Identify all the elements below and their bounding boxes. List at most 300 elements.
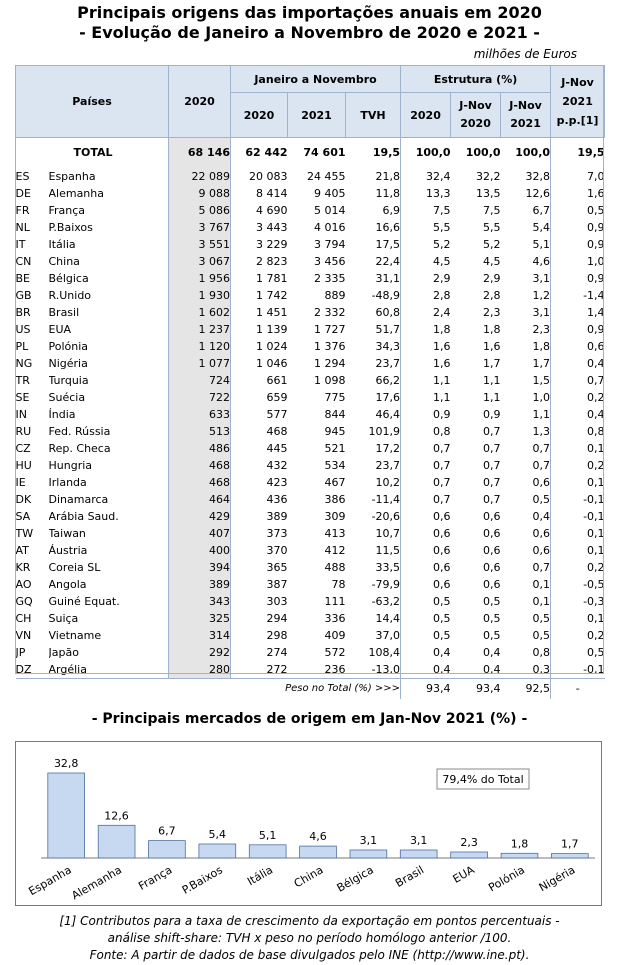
- cell-jn2020: 3 229: [231, 236, 288, 253]
- cell-ej21: 1,5: [532, 374, 551, 387]
- table-row: [16, 219, 605, 236]
- cell-v2020: 486: [169, 440, 231, 457]
- units-label: milhões de Euros: [473, 47, 577, 61]
- cell-jn2021: 521: [324, 442, 346, 455]
- cell-e2020: 0,9: [401, 406, 451, 423]
- cell-ej21: 5,1: [532, 238, 551, 251]
- chart-bar: [501, 853, 538, 858]
- chart-category-label: Nigéria: [536, 863, 578, 895]
- cell-jn2020: 432: [231, 457, 288, 474]
- peso-ej21: 92,5: [525, 682, 551, 695]
- cell-code: BR: [15, 306, 31, 319]
- cell-v2020: 343: [169, 593, 231, 610]
- cell-jn2021: 412: [324, 544, 346, 557]
- cell-jn2021: 2 332: [314, 306, 346, 319]
- cell-pp: 0,1: [551, 474, 605, 491]
- cell-ej21: 2,3: [532, 323, 551, 336]
- table-row: [16, 440, 605, 457]
- header-est-jnov2021: J-Nov 2021: [501, 93, 551, 138]
- chart-data-label: 4,6: [309, 830, 327, 844]
- cell-ej20: 5,2: [483, 238, 501, 251]
- cell-ej20: 0,7: [483, 493, 501, 506]
- cell-jn2021: 24 455: [307, 170, 346, 183]
- cell-tvh: 11,8: [375, 187, 401, 200]
- table-row: [16, 253, 605, 270]
- peso-row: [16, 679, 605, 700]
- cell-e2020: 0,6: [401, 542, 451, 559]
- cell-tvh: 11,5: [375, 544, 401, 557]
- cell-code: PL: [15, 340, 29, 353]
- cell-code: US: [15, 323, 31, 336]
- header-tvh: TVH: [346, 93, 401, 138]
- cell-ej20: 1,8: [483, 323, 501, 336]
- cell-name: Irlanda: [48, 476, 87, 489]
- cell-name: Índia: [48, 408, 76, 421]
- cell-ej20: 0,7: [483, 442, 501, 455]
- cell-pp: -0,1: [551, 491, 605, 508]
- cell-jn2021: 2 335: [314, 272, 346, 285]
- table-row: [16, 644, 605, 661]
- cell-ej20: 0,9: [483, 408, 501, 421]
- cell-jn2021: 413: [324, 527, 346, 540]
- cell-ej20: 0,6: [483, 561, 501, 574]
- cell-pp: 0,8: [551, 423, 605, 440]
- cell-tvh: 23,7: [375, 357, 401, 370]
- total-ej20: 100,0: [465, 146, 501, 159]
- cell-jn2021: 9 405: [314, 187, 346, 200]
- total-code: [16, 138, 49, 169]
- cell-ej21: 3,1: [532, 272, 551, 285]
- cell-e2020: 0,8: [401, 423, 451, 440]
- chart-annotation: [437, 769, 529, 789]
- cell-code: GB: [15, 289, 32, 302]
- table-row: [16, 491, 605, 508]
- cell-e2020: 1,6: [401, 355, 451, 372]
- cell-jn2020: 389: [231, 508, 288, 525]
- cell-ej21: 1,8: [532, 340, 551, 353]
- cell-ej21: 5,4: [532, 221, 551, 234]
- total-tvh: 19,5: [372, 146, 401, 159]
- cell-pp: 0,6: [551, 338, 605, 355]
- cell-jn2021: 5 014: [314, 204, 346, 217]
- cell-jn2021: 467: [324, 476, 346, 489]
- header-paises: Países: [16, 66, 169, 138]
- cell-jn2020: 577: [231, 406, 288, 423]
- cell-code: CN: [15, 255, 32, 268]
- cell-jn2021: 1 294: [314, 357, 346, 370]
- chart-title: - Principais mercados de origem em Jan-Nov 2021 (%) -: [91, 711, 528, 727]
- cell-code: FR: [15, 204, 30, 217]
- chart-bar: [48, 773, 85, 858]
- footnote-2: análise shift-share: TVH x peso no período homólogo anterior /100.: [107, 931, 512, 945]
- cell-jn2020: 423: [231, 474, 288, 491]
- cell-pp: 0,9: [551, 270, 605, 287]
- cell-jn2020: 20 083: [231, 168, 288, 185]
- cell-jn2020: 2 823: [231, 253, 288, 270]
- cell-v2020: 1 120: [169, 338, 231, 355]
- cell-tvh: -11,4: [371, 493, 401, 506]
- cell-pp: 1,0: [551, 253, 605, 270]
- cell-ej21: 0,5: [532, 493, 551, 506]
- cell-ej20: 1,1: [483, 391, 501, 404]
- header-est2020: 2020: [401, 93, 451, 138]
- total-e2020: 100,0: [401, 138, 451, 169]
- cell-ej21: 6,7: [532, 204, 551, 217]
- cell-ej20: 2,8: [483, 289, 501, 302]
- total-label: TOTAL: [73, 146, 113, 159]
- chart-data-label: 1,7: [561, 837, 579, 851]
- chart-category-label: Espanha: [26, 863, 74, 899]
- table-row: [16, 627, 605, 644]
- cell-tvh: 34,3: [375, 340, 401, 353]
- cell-jn2020: 272: [231, 661, 288, 679]
- cell-code: SA: [15, 510, 31, 523]
- cell-code: IE: [15, 476, 26, 489]
- chart-category-label: Brasil: [393, 863, 427, 890]
- cell-ej21: 0,7: [532, 561, 551, 574]
- table-row: [16, 457, 605, 474]
- cell-code: DK: [15, 493, 32, 506]
- cell-jn2021: 4 016: [314, 221, 346, 234]
- cell-v2020: 3 767: [169, 219, 231, 236]
- cell-v2020: 3 551: [169, 236, 231, 253]
- cell-name: Argélia: [48, 663, 87, 676]
- cell-v2020: 1 602: [169, 304, 231, 321]
- cell-code: CZ: [15, 442, 31, 455]
- cell-pp: 0,1: [551, 440, 605, 457]
- cell-name: Brasil: [48, 306, 80, 319]
- cell-jn2021: 1 727: [314, 323, 346, 336]
- chart-data-label: 3,1: [359, 834, 378, 847]
- cell-code: IT: [15, 238, 26, 251]
- cell-jn2020: 387: [231, 576, 288, 593]
- cell-jn2020: 370: [231, 542, 288, 559]
- cell-jn2021: 78: [331, 578, 346, 591]
- cell-pp: 0,9: [551, 236, 605, 253]
- cell-e2020: 0,6: [401, 525, 451, 542]
- cell-name: Fed. Rússia: [48, 425, 111, 438]
- cell-v2020: 400: [169, 542, 231, 559]
- cell-e2020: 2,4: [401, 304, 451, 321]
- cell-jn2020: 303: [231, 593, 288, 610]
- cell-ej21: 0,1: [532, 578, 551, 591]
- cell-pp: 0,1: [551, 542, 605, 559]
- cell-jn2020: 365: [231, 559, 288, 576]
- table-row: [16, 185, 605, 202]
- cell-ej21: 0,5: [532, 612, 551, 625]
- cell-e2020: 7,5: [401, 202, 451, 219]
- cell-v2020: 724: [169, 372, 231, 389]
- cell-e2020: 0,6: [401, 508, 451, 525]
- cell-tvh: -13,0: [371, 663, 401, 676]
- cell-name: Japão: [48, 646, 79, 659]
- cell-code: AT: [15, 544, 29, 557]
- cell-jn2021: 534: [324, 459, 346, 472]
- header-jn2020: 2020: [231, 93, 288, 138]
- cell-jn2021: 775: [324, 391, 346, 404]
- cell-code: HU: [15, 459, 32, 472]
- cell-ej20: 2,9: [483, 272, 501, 285]
- peso-e2020: 93,4: [401, 679, 451, 700]
- cell-jn2020: 3 443: [231, 219, 288, 236]
- cell-tvh: 17,2: [375, 442, 401, 455]
- chart-bar: [199, 844, 236, 858]
- cell-tvh: 16,6: [375, 221, 401, 234]
- cell-tvh: 101,9: [368, 425, 401, 438]
- cell-code: JP: [15, 646, 26, 659]
- cell-ej20: 0,6: [483, 510, 501, 523]
- cell-name: Turquia: [48, 374, 89, 387]
- cell-pp: 0,9: [551, 321, 605, 338]
- cell-pp: 0,5: [551, 202, 605, 219]
- cell-e2020: 1,1: [401, 372, 451, 389]
- cell-tvh: 46,4: [375, 408, 401, 421]
- cell-code: IN: [15, 408, 27, 421]
- imports-table: [15, 65, 605, 699]
- cell-ej20: 1,1: [483, 374, 501, 387]
- chart-data-label: 5,1: [258, 828, 277, 842]
- cell-v2020: 464: [169, 491, 231, 508]
- total-jn2020: 62 442: [231, 138, 288, 169]
- cell-ej21: 0,6: [532, 544, 551, 557]
- table-row: [16, 202, 605, 219]
- cell-name: Áustria: [48, 544, 88, 557]
- cell-v2020: 394: [169, 559, 231, 576]
- cell-tvh: 51,7: [375, 323, 401, 336]
- cell-code: DZ: [15, 663, 32, 676]
- cell-pp: -0,1: [551, 661, 605, 679]
- cell-e2020: 0,7: [401, 474, 451, 491]
- cell-name: Suécia: [48, 391, 86, 404]
- table-row: [16, 542, 605, 559]
- cell-v2020: 1 237: [169, 321, 231, 338]
- cell-ej20: 0,6: [483, 578, 501, 591]
- cell-v2020: 3 067: [169, 253, 231, 270]
- total-ej21: 100,0: [515, 146, 551, 159]
- cell-tvh: 33,5: [375, 561, 401, 574]
- table-row: [16, 236, 605, 253]
- cell-v2020: 280: [169, 661, 231, 679]
- cell-jn2020: 1 046: [231, 355, 288, 372]
- cell-ej21: 0,1: [532, 595, 551, 608]
- table-row: [16, 593, 605, 610]
- cell-code: NG: [15, 357, 33, 370]
- chart-category-label: França: [136, 863, 175, 893]
- cell-jn2021: 844: [324, 408, 346, 421]
- cell-e2020: 32,4: [401, 168, 451, 185]
- cell-jn2020: 274: [231, 644, 288, 661]
- cell-name: Vietname: [48, 629, 102, 642]
- cell-tvh: 23,7: [375, 459, 401, 472]
- cell-jn2021: 1 098: [314, 374, 346, 387]
- cell-code: DE: [15, 187, 31, 200]
- cell-jn2021: 111: [324, 595, 346, 608]
- cell-jn2020: 1 024: [231, 338, 288, 355]
- cell-e2020: 4,5: [401, 253, 451, 270]
- cell-jn2021: 386: [324, 493, 346, 506]
- page-title: Principais origens das importações anuais em 2020: [77, 3, 542, 22]
- cell-name: Coreia SL: [48, 561, 101, 574]
- header-est-jnov2020: J-Nov 2020: [451, 93, 501, 138]
- cell-code: BE: [15, 272, 30, 285]
- cell-name: EUA: [48, 323, 72, 336]
- peso-ej20: 93,4: [476, 682, 501, 695]
- cell-jn2020: 445: [231, 440, 288, 457]
- chart-bar: [350, 850, 387, 858]
- table-row: [16, 508, 605, 525]
- cell-jn2021: 889: [324, 289, 346, 302]
- cell-ej20: 0,7: [483, 459, 501, 472]
- cell-ej20: 0,7: [483, 476, 501, 489]
- header-jn2021: 2021: [288, 93, 346, 138]
- cell-v2020: 314: [169, 627, 231, 644]
- cell-name: Dinamarca: [48, 493, 109, 506]
- cell-pp: 0,2: [551, 457, 605, 474]
- cell-ej21: 1,3: [532, 425, 551, 438]
- cell-jn2021: 572: [324, 646, 346, 659]
- chart-bar: [300, 846, 337, 858]
- cell-e2020: 0,5: [401, 627, 451, 644]
- cell-ej20: 13,5: [476, 187, 501, 200]
- cell-pp: 0,1: [551, 525, 605, 542]
- cell-name: R.Unido: [48, 289, 92, 302]
- table-row: [16, 389, 605, 406]
- cell-name: Angola: [48, 578, 87, 591]
- cell-jn2020: 373: [231, 525, 288, 542]
- cell-v2020: 325: [169, 610, 231, 627]
- cell-jn2020: 294: [231, 610, 288, 627]
- header-jan-nov: Janeiro a Novembro: [231, 66, 401, 93]
- cell-v2020: 22 089: [169, 168, 231, 185]
- cell-tvh: -48,9: [371, 289, 401, 302]
- table-row: [16, 406, 605, 423]
- table-row: [16, 423, 605, 440]
- cell-pp: 0,9: [551, 219, 605, 236]
- cell-tvh: 17,5: [375, 238, 401, 251]
- cell-jn2020: 1 781: [231, 270, 288, 287]
- cell-ej20: 5,5: [483, 221, 501, 234]
- cell-ej21: 1,2: [532, 289, 551, 302]
- cell-ej20: 0,7: [483, 425, 501, 438]
- cell-ej21: 0,6: [532, 476, 551, 489]
- cell-pp: -1,4: [551, 287, 605, 304]
- table-row: [16, 610, 605, 627]
- cell-code: GQ: [15, 595, 33, 608]
- cell-name: Guiné Equat.: [48, 595, 120, 608]
- peso-label: Peso no Total (%) >>>: [285, 683, 401, 694]
- cell-v2020: 468: [169, 457, 231, 474]
- table-row: [16, 661, 605, 679]
- cell-jn2020: 659: [231, 389, 288, 406]
- cell-jn2020: 298: [231, 627, 288, 644]
- chart-category-label: EUA: [450, 863, 477, 886]
- cell-ej21: 0,4: [532, 510, 551, 523]
- total-2020: 68 146: [169, 138, 231, 169]
- cell-jn2021: 3 794: [314, 238, 346, 251]
- cell-ej20: 0,6: [483, 544, 501, 557]
- cell-ej20: 2,3: [483, 306, 501, 319]
- cell-pp: 0,2: [551, 559, 605, 576]
- table-row: [16, 338, 605, 355]
- cell-ej20: 7,5: [483, 204, 501, 217]
- cell-pp: -0,3: [551, 593, 605, 610]
- chart-data-label: 6,7: [158, 824, 176, 838]
- cell-tvh: 10,2: [375, 476, 401, 489]
- cell-tvh: -79,9: [371, 578, 401, 591]
- cell-v2020: 513: [169, 423, 231, 440]
- table-row: [16, 525, 605, 542]
- cell-e2020: 0,6: [401, 576, 451, 593]
- cell-name: Espanha: [48, 170, 96, 183]
- cell-ej21: 4,6: [532, 255, 551, 268]
- cell-jn2020: 436: [231, 491, 288, 508]
- table-row: [16, 372, 605, 389]
- cell-name: P.Baixos: [48, 221, 93, 234]
- cell-tvh: 31,1: [375, 272, 401, 285]
- cell-code: AO: [15, 578, 32, 591]
- cell-tvh: -63,2: [371, 595, 401, 608]
- table-row: [16, 304, 605, 321]
- cell-code: TW: [15, 527, 34, 540]
- table-row: [16, 287, 605, 304]
- cell-e2020: 13,3: [401, 185, 451, 202]
- cell-jn2020: 4 690: [231, 202, 288, 219]
- cell-ej21: 1,0: [532, 391, 551, 404]
- cell-tvh: 6,9: [382, 204, 401, 217]
- cell-jn2021: 336: [324, 612, 346, 625]
- cell-tvh: 108,4: [368, 646, 401, 659]
- cell-jn2021: 236: [324, 663, 346, 676]
- chart-data-label: 5,4: [208, 828, 227, 841]
- cell-jn2020: 468: [231, 423, 288, 440]
- cell-e2020: 1,1: [401, 389, 451, 406]
- cell-tvh: 22,4: [375, 255, 401, 268]
- cell-tvh: 21,8: [375, 170, 401, 183]
- cell-jn2020: 1 139: [231, 321, 288, 338]
- chart-bar: [98, 825, 135, 858]
- chart-data-label: 3,1: [409, 834, 428, 847]
- cell-ej21: 32,8: [525, 170, 551, 183]
- cell-name: Itália: [48, 238, 76, 251]
- cell-name: Rep. Checa: [48, 442, 111, 455]
- cell-pp: -0,1: [551, 508, 605, 525]
- cell-v2020: 9 088: [169, 185, 231, 202]
- cell-v2020: 633: [169, 406, 231, 423]
- cell-ej20: 0,6: [483, 527, 501, 540]
- cell-jn2021: 945: [324, 425, 346, 438]
- cell-e2020: 2,8: [401, 287, 451, 304]
- cell-e2020: 1,6: [401, 338, 451, 355]
- bar-chart: [15, 741, 602, 906]
- cell-jn2020: 1 451: [231, 304, 288, 321]
- cell-tvh: 37,0: [375, 629, 401, 642]
- cell-code: TR: [15, 374, 30, 387]
- chart-category-label: Itália: [245, 863, 276, 889]
- cell-code: NL: [15, 221, 30, 234]
- cell-ej20: 0,5: [483, 612, 501, 625]
- cell-ej20: 32,2: [476, 170, 501, 183]
- chart-annotation-text: 79,4% do Total: [442, 773, 524, 786]
- cell-tvh: 10,7: [375, 527, 401, 540]
- cell-jn2021: 3 456: [314, 255, 346, 268]
- chart-data-label: 12,6: [104, 809, 129, 823]
- cell-code: SE: [15, 391, 30, 404]
- chart-bar: [249, 845, 286, 858]
- cell-ej20: 1,6: [483, 340, 501, 353]
- cell-v2020: 1 077: [169, 355, 231, 372]
- cell-pp: 0,5: [551, 644, 605, 661]
- cell-pp: 0,4: [551, 355, 605, 372]
